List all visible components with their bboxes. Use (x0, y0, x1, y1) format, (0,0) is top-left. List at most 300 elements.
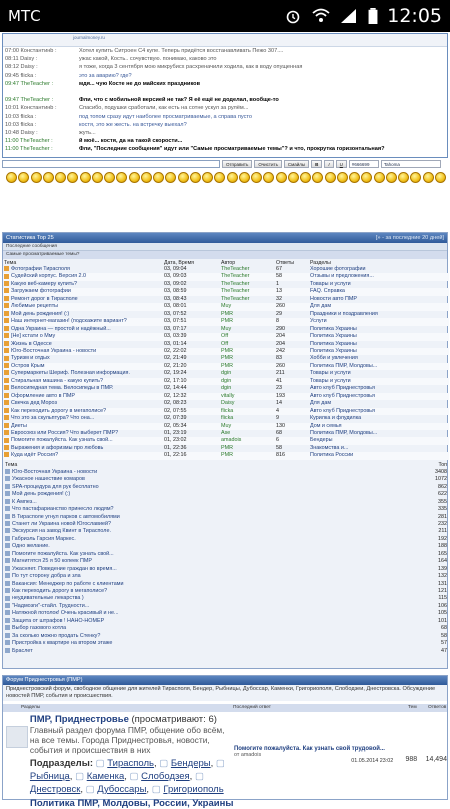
chat-message: костя, это же жесть. на встречку выехал? (79, 121, 187, 128)
cell-sect[interactable] (309, 400, 449, 407)
cell-text: 32 (276, 295, 282, 302)
cell-text: PMR (221, 347, 233, 354)
cell-text: Политика Украины (310, 340, 357, 347)
cell-replies (275, 408, 309, 415)
chat-nick[interactable]: 10:48 Daisy : (5, 129, 38, 136)
table-header (3, 259, 449, 266)
cell-author[interactable] (220, 415, 275, 422)
cell-topic[interactable] (3, 452, 163, 459)
chat-nick[interactable]: 08:12 Daisy : (5, 64, 38, 71)
cell-topic[interactable] (3, 378, 163, 385)
cell-text: Туризм и отдых (11, 355, 50, 362)
cell-topic[interactable] (3, 543, 403, 550)
smiley-icon[interactable] (312, 172, 323, 183)
cell-author[interactable] (220, 326, 275, 333)
cell-author[interactable] (220, 273, 275, 280)
topic-icon (5, 625, 10, 630)
separator: , (69, 771, 76, 782)
cell-text: Браслет (12, 647, 33, 654)
cell-views: 131 (438, 580, 447, 587)
smileys-button[interactable]: Смайлы (284, 160, 309, 168)
chat-line (3, 113, 447, 121)
cell-text: Станет ли Украина новой Югославией? (12, 520, 112, 527)
cell-sect[interactable] (309, 363, 449, 370)
chat-nick[interactable]: 11:00 TheTeacher : (5, 138, 53, 145)
smiley-icon[interactable] (276, 172, 287, 183)
table-row (3, 610, 449, 617)
cell-text: Товары и услуги (310, 377, 351, 384)
cell-replies (275, 281, 309, 288)
cell-topic[interactable] (3, 415, 163, 422)
cell-topic[interactable] (3, 491, 403, 498)
table-row (3, 452, 449, 459)
topic-icon (4, 385, 9, 390)
smiley-icon[interactable] (104, 172, 115, 183)
smiley-icon[interactable] (361, 172, 372, 183)
column-header: Топ (438, 462, 447, 469)
cell-topic[interactable] (3, 595, 403, 602)
cell-topic[interactable] (3, 506, 403, 513)
cell-views: 281 (438, 513, 447, 520)
cell-text: [Не] кстати о Мму (11, 333, 56, 340)
cell-sect[interactable] (309, 385, 449, 392)
smiley-icon[interactable] (141, 172, 152, 183)
cell-topic[interactable] (3, 393, 163, 400)
chat-nick[interactable] (3, 88, 61, 96)
cell-author[interactable] (220, 296, 275, 303)
cell-replies (275, 348, 309, 355)
cell-topic[interactable] (3, 528, 403, 535)
forum-header[interactable]: Форум Приднестровья (ПМР) (3, 676, 447, 685)
cell-text: PMR (221, 452, 233, 459)
smiley-icon[interactable] (55, 172, 66, 183)
cell-sect[interactable] (309, 430, 449, 437)
topic-icon (5, 573, 10, 578)
cell-author[interactable] (220, 445, 275, 452)
cell-replies (275, 355, 309, 362)
cell-sect[interactable] (309, 333, 449, 340)
smiley-icon[interactable] (227, 172, 238, 183)
cell-topic[interactable] (3, 625, 403, 632)
cell-author[interactable] (220, 311, 275, 318)
cell-text: По тут сторону добра и зла (12, 573, 81, 580)
topic-icon (4, 438, 9, 443)
cell-topic[interactable] (3, 318, 163, 325)
subforum-link[interactable]: Бендеры (170, 758, 211, 769)
cell-topic[interactable] (3, 303, 163, 310)
smiley-icon[interactable] (288, 172, 299, 183)
chat-nick[interactable]: 08:11 Daisy : (5, 56, 38, 63)
smiley-icon[interactable] (386, 172, 397, 183)
smiley-bar (6, 170, 446, 184)
cell-sect[interactable] (309, 452, 449, 459)
subforum-link[interactable]: Дубоссары (97, 784, 147, 795)
cell-author[interactable] (220, 430, 275, 437)
cell-text: Политика Украины (310, 333, 357, 340)
cell-topic[interactable] (3, 296, 163, 303)
cell-sect[interactable] (309, 273, 449, 280)
cell-date (163, 430, 220, 437)
cell-sect[interactable] (309, 415, 449, 422)
cell-author[interactable] (220, 303, 275, 310)
chat-nick[interactable]: 10:01 Константинb : (5, 105, 57, 112)
smiley-icon[interactable] (214, 172, 225, 183)
cell-views: 47 (441, 647, 447, 654)
cell-text: 9 (276, 415, 279, 422)
font-select[interactable]: Tahoma (381, 160, 441, 168)
cell-text: Свечка дед Мороз (11, 400, 57, 407)
last-post-title[interactable]: Помогите пожалуйста. Как узнать свой трудовой... (233, 746, 385, 752)
cell-text: К Ампез... (12, 498, 37, 505)
cell-sect[interactable] (309, 408, 449, 415)
table-row (3, 408, 449, 415)
cell-topic[interactable] (3, 437, 163, 444)
cell-text: 816 (276, 452, 285, 459)
topic-icon (5, 648, 10, 653)
cell-text: 02, 05:34 (164, 422, 187, 429)
cell-replies (275, 273, 309, 280)
forum-title-text[interactable]: ПМР, Приднестровье (29, 714, 129, 725)
smiley-icon[interactable] (92, 172, 103, 183)
cell-author[interactable] (220, 281, 275, 288)
chat-message: это за аварию? где? (79, 72, 132, 79)
cell-author[interactable] (220, 378, 275, 385)
cell-views: 164 (438, 558, 447, 565)
cell-sect[interactable] (309, 296, 449, 303)
topic-icon (5, 543, 10, 548)
topic-icon (4, 303, 9, 308)
cell-text: Стиральная машина - какую купить? (11, 377, 103, 384)
cell-author[interactable] (220, 408, 275, 415)
cell-topic[interactable] (3, 588, 403, 595)
cell-sect[interactable] (309, 378, 449, 385)
cell-text: 290 (276, 325, 285, 332)
color-select[interactable]: #666699 (349, 160, 379, 168)
cell-topic[interactable] (3, 363, 163, 370)
smiley-icon[interactable] (423, 172, 434, 183)
last-post-author[interactable]: от amadois (233, 752, 262, 758)
cell-topic[interactable] (3, 581, 403, 588)
cell-text: flicka (221, 407, 234, 414)
cell-author[interactable] (220, 355, 275, 362)
cell-author[interactable] (220, 288, 275, 295)
clear-button[interactable]: Очистить (254, 160, 282, 168)
cell-topic[interactable] (3, 558, 403, 565)
cell-sect[interactable] (309, 393, 449, 400)
cell-topic[interactable] (3, 408, 163, 415)
stats-panel (2, 232, 448, 669)
table-row (3, 618, 449, 625)
smiley-icon[interactable] (435, 172, 446, 183)
cell-date (163, 341, 220, 348)
cell-topic[interactable] (3, 348, 163, 355)
cell-text: За сколько можно продать Стенку? (12, 632, 101, 639)
smiley-icon[interactable] (300, 172, 311, 183)
smiley-icon[interactable] (31, 172, 42, 183)
table-row (3, 551, 449, 558)
subs-label: Подразделы: (29, 758, 93, 769)
italic-button[interactable]: I (324, 160, 333, 168)
cell-sect[interactable] (309, 288, 449, 295)
cell-topic[interactable] (3, 521, 403, 528)
chat-line (3, 55, 447, 63)
bold-button[interactable]: B (311, 160, 322, 168)
cell-date (163, 408, 220, 415)
cell-topic[interactable] (3, 536, 403, 543)
cell-sect[interactable] (309, 341, 449, 348)
cell-views: 68 (441, 625, 447, 632)
table-row (3, 333, 449, 340)
cell-sect[interactable] (309, 326, 449, 333)
cell-topic[interactable] (3, 333, 163, 340)
smiley-icon[interactable] (43, 172, 54, 183)
cell-sect[interactable] (309, 423, 449, 430)
cell-topic[interactable] (3, 281, 163, 288)
table-row (3, 491, 449, 498)
smiley-icon[interactable] (80, 172, 91, 183)
cell-author[interactable] (220, 341, 275, 348)
chat-nick[interactable]: 11:00 TheTeacher : (5, 146, 53, 153)
cell-text: TheTeacher (221, 295, 250, 302)
cell-text: TheTeacher (221, 266, 250, 272)
smiley-icon[interactable] (67, 172, 78, 183)
smiley-icon[interactable] (129, 172, 140, 183)
subforum-link[interactable]: Рыбница (29, 771, 70, 782)
chat-message: под топом сразу идут наиболее просматриваемые, а справа пусто (79, 113, 253, 120)
cell-sect[interactable] (309, 266, 449, 273)
cell-text: Помогите пожалуйста. Как узнать свой... (11, 437, 113, 444)
column-header[interactable]: Автор (221, 259, 236, 266)
topic-icon (5, 618, 10, 623)
smiley-icon[interactable] (337, 172, 348, 183)
cell-sect[interactable] (309, 437, 449, 444)
table-row (3, 543, 449, 550)
cell-topic[interactable] (3, 476, 403, 483)
smiley-icon[interactable] (190, 172, 201, 183)
topic-icon (4, 318, 9, 323)
chat-nick[interactable]: 09:45 flicka : (5, 72, 37, 79)
cell-topic[interactable] (3, 355, 163, 362)
cell-topic[interactable] (3, 499, 403, 506)
chat-message: мдя... чую Косте не до майских праздников (79, 80, 201, 87)
col-topics: Тем (408, 705, 417, 710)
chat-line (3, 47, 447, 55)
smiley-icon[interactable] (251, 172, 262, 183)
subforum-icon: ▢ (215, 758, 225, 769)
cell-topic[interactable] (3, 618, 403, 625)
cell-date (163, 385, 220, 392)
smiley-icon[interactable] (239, 172, 250, 183)
cell-text: В Тирасполе угнул парков с автомобилями (12, 513, 120, 520)
cell-topic[interactable] (3, 370, 163, 377)
chat-message: й моё... костя, да на такой скорости... (79, 138, 183, 145)
chat-message-input[interactable] (2, 160, 220, 168)
cell-topic[interactable] (3, 514, 403, 521)
cell-author[interactable] (220, 333, 275, 340)
cell-sect[interactable] (309, 348, 449, 355)
cell-topic[interactable] (3, 326, 163, 333)
cell-views: 335 (438, 506, 447, 513)
smiley-icon[interactable] (202, 172, 213, 183)
cell-text: Как переходить дорогу в мегаполисе? (12, 588, 108, 595)
cell-text: 03, 07:52 (164, 310, 187, 317)
cell-sect[interactable] (309, 318, 449, 325)
latest-topics-table (3, 259, 449, 460)
cell-author[interactable] (220, 385, 275, 392)
send-button[interactable]: Отправить (222, 160, 252, 168)
cell-author[interactable] (220, 393, 275, 400)
cell-text: 02, 12:32 (164, 392, 187, 399)
cell-topic[interactable] (3, 640, 403, 647)
subforum-link[interactable]: Днестровск (29, 784, 81, 795)
cell-author[interactable] (220, 266, 275, 273)
cell-topic[interactable] (3, 573, 403, 580)
cell-sect[interactable] (309, 311, 449, 318)
column-header[interactable]: Дата, Время (164, 259, 194, 266)
subforum-link[interactable]: Тирасполь (107, 758, 154, 769)
cell-topic[interactable] (3, 648, 403, 655)
table-row (3, 348, 449, 355)
cell-sect[interactable] (309, 303, 449, 310)
cell-text: Хобби и увлечения (310, 355, 358, 362)
cell-replies (275, 452, 309, 459)
table-row (3, 393, 449, 400)
replies-count: 14,494 (425, 756, 447, 763)
column-header[interactable]: Тема (4, 259, 17, 266)
cell-topic[interactable] (3, 288, 163, 295)
smiley-icon[interactable] (349, 172, 360, 183)
stats-section-label: Самые просматриваемые темы? (3, 251, 447, 259)
next-forum-title[interactable]: Политика ПМР, Молдовы, России, Украины (30, 798, 234, 809)
cell-author[interactable] (220, 370, 275, 377)
cell-topic[interactable] (3, 445, 163, 452)
cell-text: 204 (276, 333, 285, 340)
cell-text: Muy (221, 325, 232, 332)
cell-date (163, 296, 220, 303)
cell-text: 02, 22:02 (164, 347, 187, 354)
cell-author[interactable] (220, 400, 275, 407)
cell-views: 165 (438, 550, 447, 557)
cell-topic[interactable] (3, 551, 403, 558)
cell-text: TheTeacher (221, 288, 250, 295)
topic-icon (5, 491, 10, 496)
chat-nick[interactable]: 10:03 flicka : (5, 121, 37, 128)
cell-sect[interactable] (309, 445, 449, 452)
cell-replies (275, 385, 309, 392)
topic-icon (5, 469, 10, 474)
cell-author[interactable] (220, 423, 275, 430)
cell-text: Одно желание. (12, 543, 50, 550)
chat-nick[interactable]: 09:47 TheTeacher : (5, 97, 54, 104)
cell-replies (275, 415, 309, 422)
cell-topic[interactable] (3, 469, 403, 476)
cell-topic[interactable] (3, 341, 163, 348)
smiley-icon[interactable] (153, 172, 164, 183)
cell-text: Куда идёт Россия? (11, 452, 59, 459)
cell-text: Пристройка к квартире на втором этаже (12, 640, 113, 647)
smiley-icon[interactable] (116, 172, 127, 183)
stats-title[interactable]: Статистика Top 25 (6, 235, 54, 241)
topic-icon (5, 633, 10, 638)
subforum-link[interactable]: Слободзея (141, 771, 190, 782)
cell-topic[interactable] (3, 610, 403, 617)
cell-text: Оформление авто в ПМР (11, 392, 75, 399)
column-header[interactable]: Разделы (310, 259, 331, 266)
cell-topic[interactable] (3, 423, 163, 430)
forum-viewing: (просматривают: 6) (131, 714, 217, 725)
table-row (3, 273, 449, 280)
smiley-icon[interactable] (165, 172, 176, 183)
topic-icon (5, 558, 10, 563)
column-header[interactable]: Ответы (276, 259, 294, 266)
cell-text: Политика Украины (310, 347, 357, 354)
smiley-icon[interactable] (398, 172, 409, 183)
subforum-icon: ▢ (85, 784, 98, 795)
table-row (3, 566, 449, 573)
topic-icon (4, 363, 9, 368)
cell-date (163, 445, 220, 452)
cell-date (163, 452, 220, 459)
smiley-icon[interactable] (178, 172, 189, 183)
topic-icon (4, 281, 9, 286)
subforum-link[interactable]: Каменка (86, 771, 125, 782)
cell-date (163, 273, 220, 280)
subforum-icon: ▢ (129, 771, 142, 782)
smiley-icon[interactable] (325, 172, 336, 183)
stats-tab[interactable]: Последние сообщения (3, 243, 447, 251)
cell-author[interactable] (220, 437, 275, 444)
cell-sect[interactable] (309, 355, 449, 362)
cell-sect[interactable] (309, 370, 449, 377)
cell-text: 41 (276, 377, 282, 384)
cell-author[interactable] (220, 363, 275, 370)
forum-title[interactable] (30, 714, 234, 725)
smiley-icon[interactable] (18, 172, 29, 183)
cell-author[interactable] (220, 318, 275, 325)
cell-topic[interactable] (3, 273, 163, 280)
chat-line (3, 72, 447, 80)
smiley-icon[interactable] (374, 172, 385, 183)
stats-period[interactable]: [» - за последние 20 дней] (375, 235, 444, 241)
chat-nick[interactable]: 10:03 flicka : (5, 113, 37, 120)
cell-author[interactable] (220, 452, 275, 459)
chat-nick[interactable]: 09:47 TheTeacher : (5, 80, 54, 87)
cell-views: 622 (438, 491, 447, 498)
table-row (3, 423, 449, 430)
smiley-icon[interactable] (263, 172, 274, 183)
smiley-icon[interactable] (6, 172, 17, 183)
cell-topic[interactable] (3, 400, 163, 407)
smiley-icon[interactable] (410, 172, 421, 183)
chat-nick[interactable]: 07:00 Константинb : (5, 48, 57, 54)
cell-text: Отзывы и предложения... (310, 273, 374, 280)
topic-icon (4, 378, 9, 383)
cell-views: 139 (438, 565, 447, 572)
table-row (3, 445, 449, 452)
chat-message: Хотел купить Ситроен С4 купе. Теперь придётся восстанавливать Пежо 307.... (79, 48, 284, 54)
underline-button[interactable]: U (336, 160, 347, 168)
cell-text: Off (221, 340, 229, 347)
subforum-link[interactable]: Григориополь (163, 784, 224, 795)
cell-sect[interactable] (309, 281, 449, 288)
cell-topic[interactable] (3, 311, 163, 318)
cell-topic[interactable] (3, 566, 403, 573)
cell-topic[interactable] (3, 385, 163, 392)
topic-icon (4, 288, 9, 293)
cell-author[interactable] (220, 348, 275, 355)
cell-text: 03, 09:04 (164, 266, 187, 272)
cell-text: 02, 21:49 (164, 355, 187, 362)
